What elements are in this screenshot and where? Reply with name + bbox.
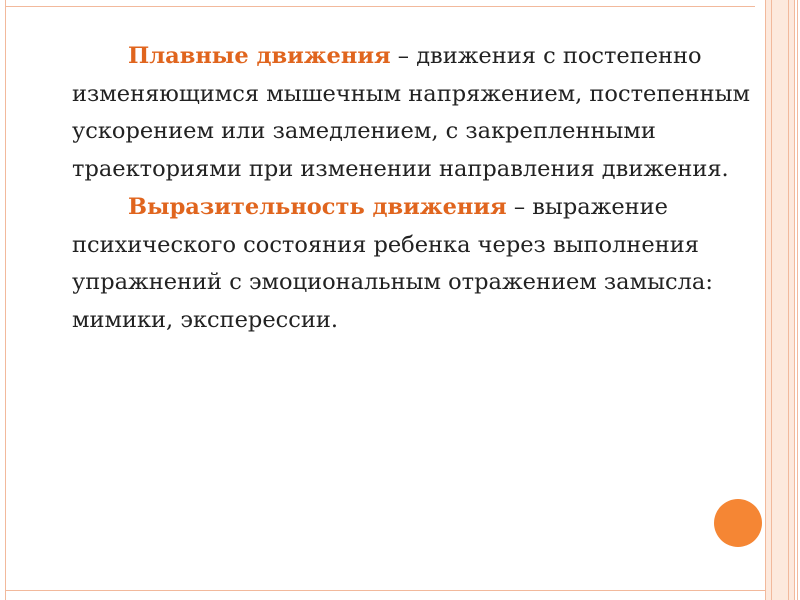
term-expressiveness: Выразительность движения	[128, 194, 507, 220]
paragraph-expressiveness	[72, 189, 752, 339]
frame-top-line	[5, 6, 755, 7]
slide-body	[72, 38, 752, 339]
definition-expressiveness: – выражение психического состояния ребенка через выполнения упражнений с эмоциональным отражением замысла: мимики, эксперессии.	[72, 194, 713, 333]
paragraph-smooth-movements	[72, 38, 752, 188]
decorative-circle	[714, 499, 762, 547]
term-smooth-movements: Плавные движения	[128, 43, 391, 69]
frame-right-inner-band	[771, 0, 789, 600]
frame-left-line	[5, 0, 6, 600]
frame-right-outer-line	[797, 0, 798, 600]
frame-bottom-line	[5, 590, 765, 591]
definition-smooth-movements: – движения с постепенно изменяющимся мышечным напряжением, постепенным ускорением или замедлением, с закрепленными траекториями при изменении направления движения.	[72, 43, 751, 182]
